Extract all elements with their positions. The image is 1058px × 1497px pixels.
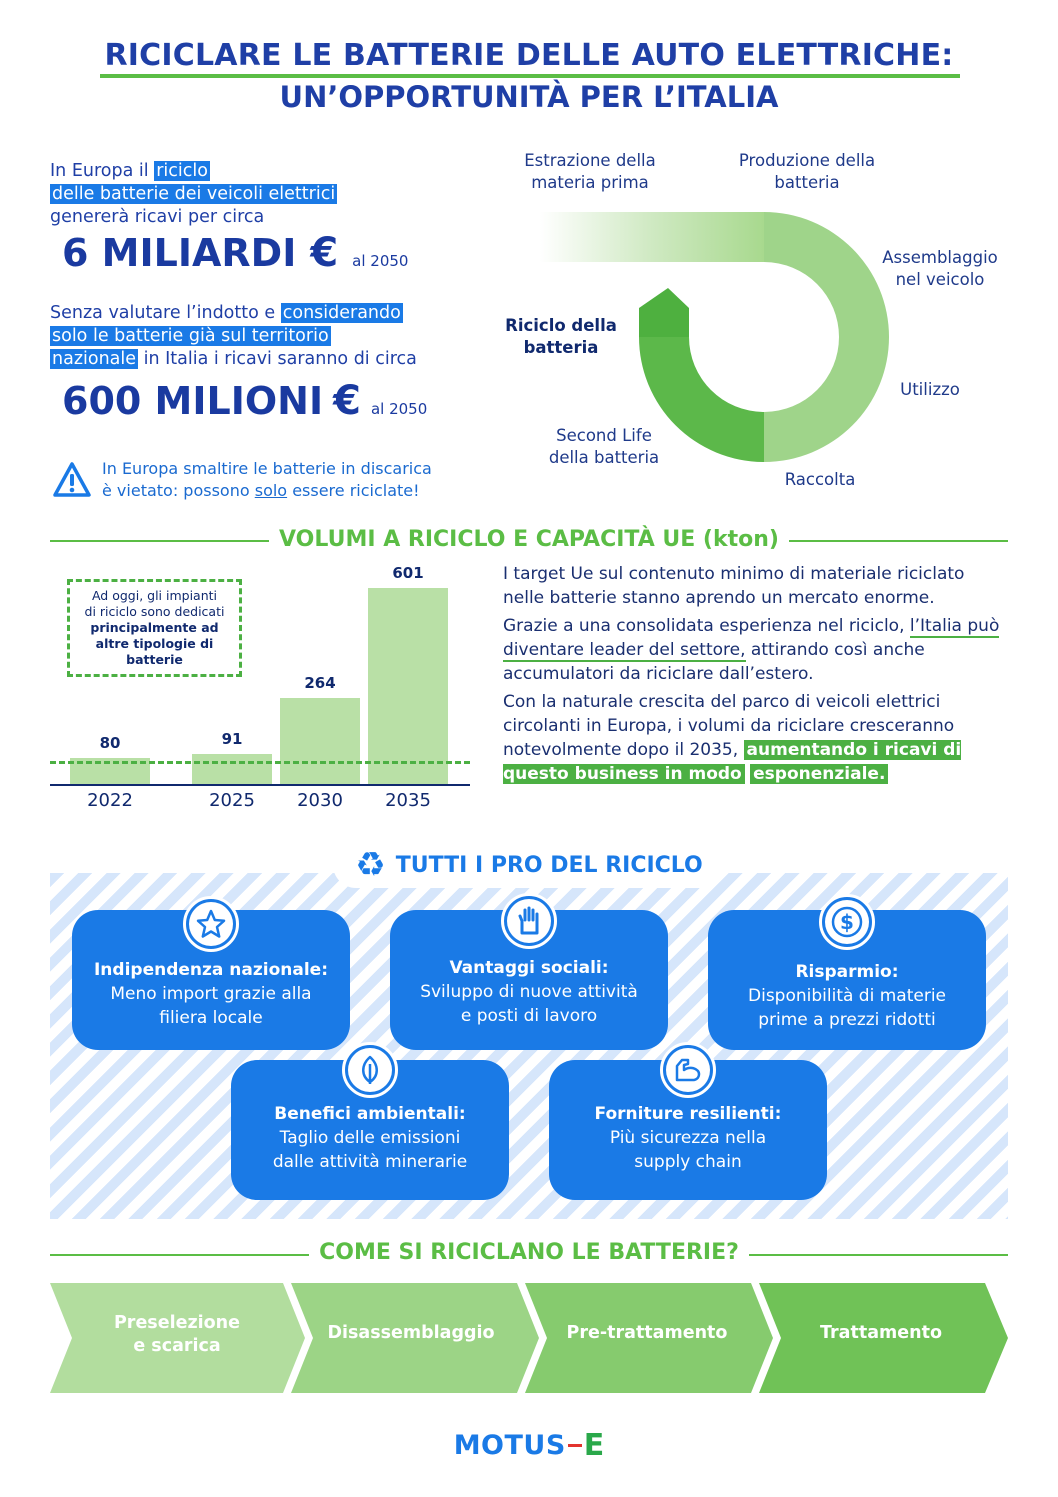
eu-revenue-year: al 2050 <box>352 252 409 270</box>
volumes-paragraph3: Con la naturale crescita del parco di veicoli elettrici circolanti in Europa, i volumi da riciclare cresceranno notevolmente dopo il 2035, aumentando i ricavi di questo business in modo esponenziale. <box>503 692 962 784</box>
warning-text <box>102 458 482 502</box>
dollar-icon <box>819 894 875 950</box>
bar-value-2035: 601 <box>392 564 424 582</box>
cycle-step-use: Utilizzo <box>900 380 960 399</box>
svg-text:$: $ <box>840 910 854 934</box>
process-step-3-label: Pre-trattamento <box>566 1323 728 1343</box>
volumes-heading-wrap <box>0 527 1058 552</box>
italy-revenue-amount: 600 MILIONI <box>62 379 324 423</box>
cycle-step-production: Produzione della batteria <box>738 151 876 192</box>
pro-card-title: Benefici ambientali: <box>274 1104 466 1124</box>
bar-category-2030: 2030 <box>297 790 343 811</box>
volumes-paragraph1: I target Ue sul contenuto minimo di materiale riciclato nelle batterie stanno aprendo un mercato enorme. <box>503 564 965 608</box>
italy-leader-underlined: l’Italia può diventare leader del settore, <box>503 616 1000 660</box>
intro2-pre: Senza valutare l’indotto e <box>50 303 276 323</box>
process-title: COME SI RICICLANO LE BATTERIE? <box>309 1240 749 1265</box>
warning-underlined: solo <box>254 481 288 500</box>
bar-value-2030: 264 <box>304 674 336 692</box>
recycle-icon: ♻ <box>355 846 386 884</box>
pro-card-supply: Forniture resilienti: Più sicurezza nella supply chain <box>549 1060 827 1200</box>
note-line1: Ad oggi, gli impianti <box>91 588 218 603</box>
pro-card-title: Risparmio: <box>795 962 899 982</box>
cycle-step-recycling: Riciclo della batteria <box>505 316 617 357</box>
pro-card-title: Indipendenza nazionale: <box>93 960 328 980</box>
volumes-body-text <box>503 562 1008 786</box>
process-step-1-label: Preselezione e scarica <box>113 1313 240 1356</box>
revenue-highlight2: esponenziale. <box>750 764 888 784</box>
euro-sign: € <box>310 230 339 276</box>
bar-value-2025: 91 <box>221 730 243 748</box>
eu-revenue-amount: 6 MILIARDI <box>62 231 297 275</box>
pros-title: TUTTI I PRO DEL RICICLO <box>395 852 703 878</box>
bar-2025 <box>192 754 272 784</box>
process-step-2-label: Disassemblaggio <box>327 1323 495 1343</box>
volumes-paragraph2: Grazie a una consolidata esperienza nel riciclo, l’Italia può diventare leader del settore, attirando così anche accumulatori da riciclare dall’estero. <box>503 616 1000 684</box>
leaf-icon <box>342 1042 398 1098</box>
process-step-4-label: Trattamento <box>820 1323 942 1343</box>
intro1-pre: In Europa il <box>50 161 149 181</box>
logo-dash <box>568 1444 582 1447</box>
page-title-line2: UN’OPPORTUNITÀ PER L’ITALIA <box>279 80 779 114</box>
note-bold3: batterie <box>126 652 183 667</box>
pro-card-title: Vantaggi sociali: <box>449 958 609 978</box>
warning-line1: In Europa smaltire le batterie in discarica <box>102 459 432 478</box>
cycle-step-second-life: Second Life della batteria <box>548 426 660 467</box>
italy-revenue-year: al 2050 <box>370 400 428 418</box>
intro-revenue-italy <box>50 302 480 371</box>
intro1-post: genererà ricavi per circa <box>50 207 265 227</box>
italy-revenue-figure <box>62 378 427 424</box>
note-bold1: principalmente ad <box>90 620 219 635</box>
muscle-icon <box>660 1042 716 1098</box>
logo-mark: E <box>583 1428 605 1463</box>
warning-line2-pre: è vietato: possono <box>102 481 250 500</box>
intro2-highlight2: solo le batterie già sul territorio <box>52 326 329 346</box>
hand-icon <box>501 893 557 949</box>
cycle-arrow-head <box>639 288 689 337</box>
capacity-line <box>50 761 470 764</box>
star-icon <box>183 896 239 952</box>
bar-2030 <box>280 698 360 784</box>
cycle-step-extraction: Estrazione della materia prima <box>524 151 656 192</box>
pro-card-environment: Benefici ambientali: Taglio delle emissioni dalle attività minerarie <box>231 1060 509 1200</box>
intro2-highlight3: nazionale <box>52 349 137 369</box>
bar-2035 <box>368 588 448 784</box>
pro-card-title: Forniture resilienti: <box>594 1104 782 1124</box>
note-line2: di riciclo sono dedicati <box>84 604 225 619</box>
pro-card-social: Vantaggi sociali: Sviluppo di nuove attività e posti di lavoro <box>390 910 668 1050</box>
pro-card-savings: Risparmio: Disponibilità di materie prime a prezzi ridotti <box>708 910 986 1050</box>
logo-text: MOTUS <box>453 1430 566 1461</box>
cycle-tail <box>540 212 764 262</box>
warning-icon <box>52 461 92 499</box>
warning-line2-post: essere riciclate! <box>292 481 420 500</box>
intro1-highlight1: riciclo <box>156 161 208 181</box>
intro-revenue-eu <box>50 160 470 229</box>
pro-card-independence: Indipendenza nazionale: Meno import grazie alla filiera locale <box>72 910 350 1050</box>
volumes-title: VOLUMI A RICICLO E CAPACITÀ UE (kton) <box>269 527 789 552</box>
bar-category-2035: 2035 <box>385 790 431 811</box>
intro1-highlight2: delle batterie dei veicoli elettrici <box>52 184 336 204</box>
chart-baseline <box>50 784 470 786</box>
bar-category-2025: 2025 <box>209 790 255 811</box>
cycle-step-assembly: Assemblaggio nel veicolo <box>882 248 998 289</box>
page-title-line1: RICICLARE LE BATTERIE DELLE AUTO ELETTRICHE: <box>104 38 954 73</box>
euro-sign: € <box>333 378 361 424</box>
eu-revenue-figure <box>62 230 408 276</box>
note-bold2: altre tipologie di <box>95 636 214 651</box>
intro2-highlight1: considerando <box>282 303 401 323</box>
pros-heading <box>333 842 725 888</box>
pros-heading-wrap <box>0 842 1058 888</box>
chart-note-box <box>67 579 242 677</box>
bar-value-2022: 80 <box>99 734 121 752</box>
revenue-highlight1: aumentando i ricavi di questo business in modo <box>503 740 962 784</box>
intro2-post: in Italia i ricavi saranno di circa <box>143 349 417 369</box>
bar-category-2022: 2022 <box>87 790 133 811</box>
cycle-step-collection: Raccolta <box>784 470 856 489</box>
footer-logo <box>0 1428 1058 1463</box>
title-underline <box>100 74 960 78</box>
process-heading-wrap <box>0 1240 1058 1265</box>
